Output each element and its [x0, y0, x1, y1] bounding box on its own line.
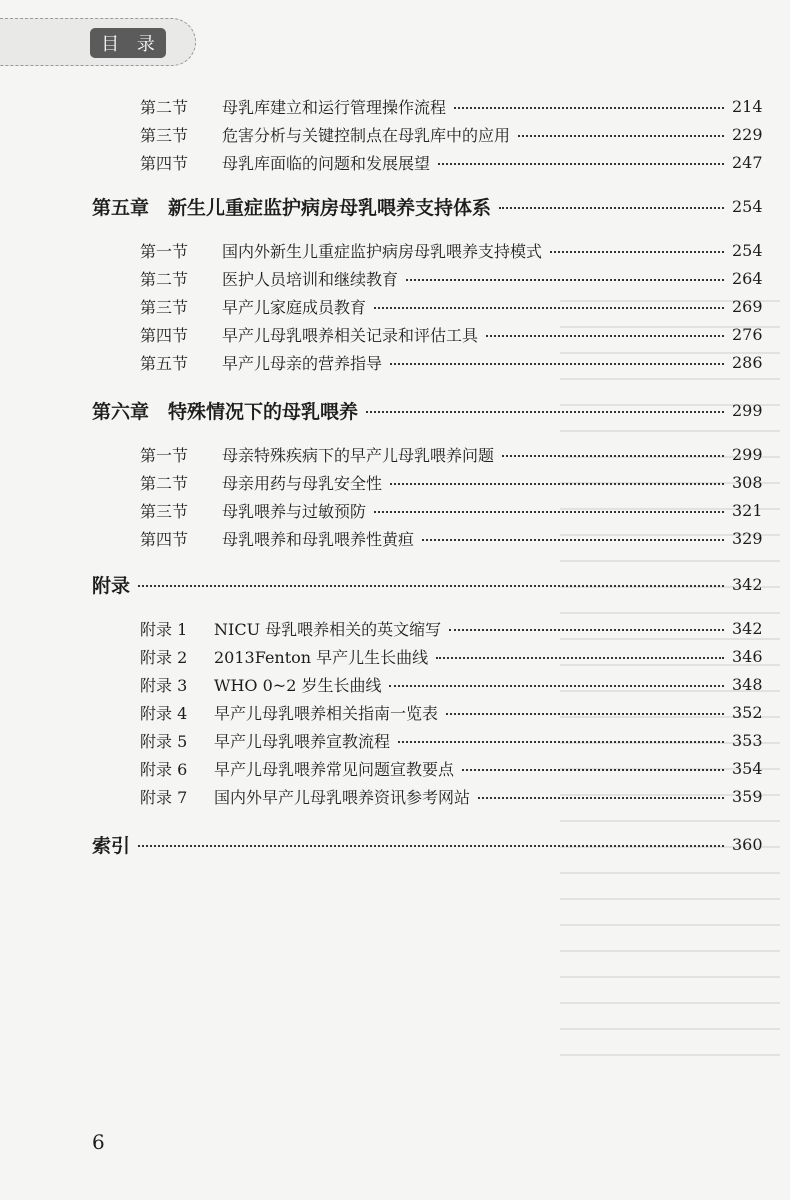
toc-section-row[interactable]	[140, 348, 776, 376]
toc-entry-title: 国内外早产儿母乳喂养资讯参考网站	[214, 787, 471, 807]
toc-entry-title: 早产儿母乳喂养相关指南一览表	[214, 703, 439, 723]
toc-entry-number: 第四节	[140, 325, 189, 345]
toc-appendix-row[interactable]	[140, 754, 776, 782]
toc-dot-leader	[502, 455, 724, 457]
toc-page-number: 342	[732, 618, 763, 638]
toc-dot-leader	[518, 135, 724, 137]
toc-entry-number: 第一节	[140, 445, 189, 465]
toc-entry-number: 第三节	[140, 125, 189, 145]
toc-dot-leader	[446, 713, 724, 715]
toc-section-row[interactable]	[140, 292, 776, 320]
toc-chapter-row[interactable]	[92, 192, 776, 220]
toc-page-number: 286	[732, 352, 763, 372]
toc-section-row[interactable]	[140, 320, 776, 348]
toc-dot-leader	[478, 797, 724, 799]
toc-entry-number: 第二节	[140, 473, 189, 493]
toc-entry-title: 国内外新生儿重症监护病房母乳喂养支持模式	[222, 241, 543, 261]
toc-section-row[interactable]	[140, 440, 776, 468]
toc-entry-title: 2013Fenton 早产儿生长曲线	[214, 647, 429, 667]
toc-chapter-row[interactable]	[92, 570, 776, 598]
toc-entry-title: 母乳库面临的问题和发展展望	[222, 153, 431, 173]
toc-dot-leader	[398, 741, 724, 743]
toc-header-label: 目 录	[90, 28, 166, 58]
toc-entry-title: 母乳喂养和母乳喂养性黄疸	[222, 529, 415, 549]
toc-entry-title: 母亲特殊疾病下的早产儿母乳喂养问题	[222, 445, 495, 465]
toc-entry-number: 第二节	[140, 269, 189, 289]
toc-entry-number: 附录 2	[140, 647, 188, 667]
toc-section-row[interactable]	[140, 264, 776, 292]
toc-dot-leader	[390, 363, 724, 365]
toc-entry-title: 医护人员培训和继续教育	[222, 269, 399, 289]
toc-page-number: 348	[732, 674, 763, 694]
toc-entry-title: 母乳库建立和运行管理操作流程	[222, 97, 447, 117]
toc-page-number: 276	[732, 324, 763, 344]
page-number: 6	[92, 1130, 105, 1154]
toc-entry-title: 母亲用药与母乳安全性	[222, 473, 383, 493]
toc-entry-number: 第二节	[140, 97, 189, 117]
toc-page-number: 299	[732, 444, 763, 464]
toc-entry-title: 早产儿母乳喂养相关记录和评估工具	[222, 325, 479, 345]
toc-entry-number: 附录 7	[140, 787, 188, 807]
toc-entry-number: 第一节	[140, 241, 189, 261]
toc-dot-leader	[486, 335, 724, 337]
toc-page-number: 342	[732, 574, 763, 594]
toc-dot-leader	[454, 107, 724, 109]
toc-entry-title: 早产儿母亲的营养指导	[222, 353, 383, 373]
toc-page-number: 269	[732, 296, 763, 316]
toc-dot-leader	[374, 307, 724, 309]
toc-page-number: 329	[732, 528, 763, 548]
toc-appendix-row[interactable]	[140, 726, 776, 754]
toc-entry-title: 早产儿母乳喂养宣教流程	[214, 731, 391, 751]
toc-entry-title: 早产儿家庭成员教育	[222, 297, 367, 317]
toc-entry-number: 附录 5	[140, 731, 188, 751]
toc-page-number: 354	[732, 758, 763, 778]
toc-dot-leader	[436, 657, 724, 659]
toc-entry-title: 第六章 特殊情况下的母乳喂养	[92, 400, 359, 423]
toc-entry-title: NICU 母乳喂养相关的英文缩写	[214, 619, 442, 639]
toc-entry-number: 附录 1	[140, 619, 188, 639]
toc-page-number: 254	[732, 240, 763, 260]
toc-section-row[interactable]	[140, 468, 776, 496]
toc-dot-leader	[138, 845, 724, 847]
toc-entry-title: 早产儿母乳喂养常见问题宣教要点	[214, 759, 455, 779]
toc-dot-leader	[138, 585, 724, 587]
toc-dot-leader	[406, 279, 724, 281]
toc-appendix-row[interactable]	[140, 782, 776, 810]
toc-entry-title: 附录	[92, 574, 131, 597]
toc-page-number: 214	[732, 96, 763, 116]
toc-entry-title: 索引	[92, 834, 131, 857]
toc-entry-number: 第四节	[140, 529, 189, 549]
toc-page-number: 299	[732, 400, 763, 420]
toc-dot-leader	[438, 163, 724, 165]
toc-dot-leader	[366, 411, 724, 413]
toc-entry-title: 第五章 新生儿重症监护病房母乳喂养支持体系	[92, 196, 492, 219]
toc-page-number: 359	[732, 786, 763, 806]
toc-page-number: 321	[732, 500, 763, 520]
toc-appendix-row[interactable]	[140, 642, 776, 670]
toc-page-number: 353	[732, 730, 763, 750]
toc-chapter-row[interactable]	[92, 830, 776, 858]
toc-dot-leader	[389, 685, 724, 687]
toc-entry-number: 第三节	[140, 501, 189, 521]
toc-dot-leader	[462, 769, 724, 771]
toc-page-number: 264	[732, 268, 763, 288]
toc-page-number: 247	[732, 152, 763, 172]
toc-entry-title: 母乳喂养与过敏预防	[222, 501, 367, 521]
toc-dot-leader	[390, 483, 724, 485]
toc-page-number: 352	[732, 702, 763, 722]
toc-page-number: 346	[732, 646, 763, 666]
toc-section-row[interactable]	[140, 236, 776, 264]
toc-page-number: 308	[732, 472, 763, 492]
toc-section-row[interactable]	[140, 120, 776, 148]
toc-appendix-row[interactable]	[140, 698, 776, 726]
toc-entry-number: 附录 3	[140, 675, 188, 695]
toc-section-row[interactable]	[140, 524, 776, 552]
toc-entry-number: 第三节	[140, 297, 189, 317]
toc-page-number: 229	[732, 124, 763, 144]
toc-dot-leader	[449, 629, 724, 631]
toc-appendix-row[interactable]	[140, 670, 776, 698]
toc-section-row[interactable]	[140, 92, 776, 120]
toc-entry-title: WHO 0~2 岁生长曲线	[214, 675, 382, 695]
toc-dot-leader	[422, 539, 724, 541]
toc-dot-leader	[374, 511, 724, 513]
toc-entry-number: 第四节	[140, 153, 189, 173]
toc-page-number: 360	[732, 834, 763, 854]
toc-entry-number: 附录 6	[140, 759, 188, 779]
toc-dot-leader	[499, 207, 724, 209]
toc-chapter-row[interactable]	[92, 396, 776, 424]
toc-appendix-row[interactable]	[140, 614, 776, 642]
toc-entry-number: 附录 4	[140, 703, 188, 723]
toc-section-row[interactable]	[140, 148, 776, 176]
toc-entry-title: 危害分析与关键控制点在母乳库中的应用	[222, 125, 511, 145]
toc-section-row[interactable]	[140, 496, 776, 524]
toc-dot-leader	[550, 251, 724, 253]
toc-page-number: 254	[732, 196, 763, 216]
toc-entry-number: 第五节	[140, 353, 189, 373]
